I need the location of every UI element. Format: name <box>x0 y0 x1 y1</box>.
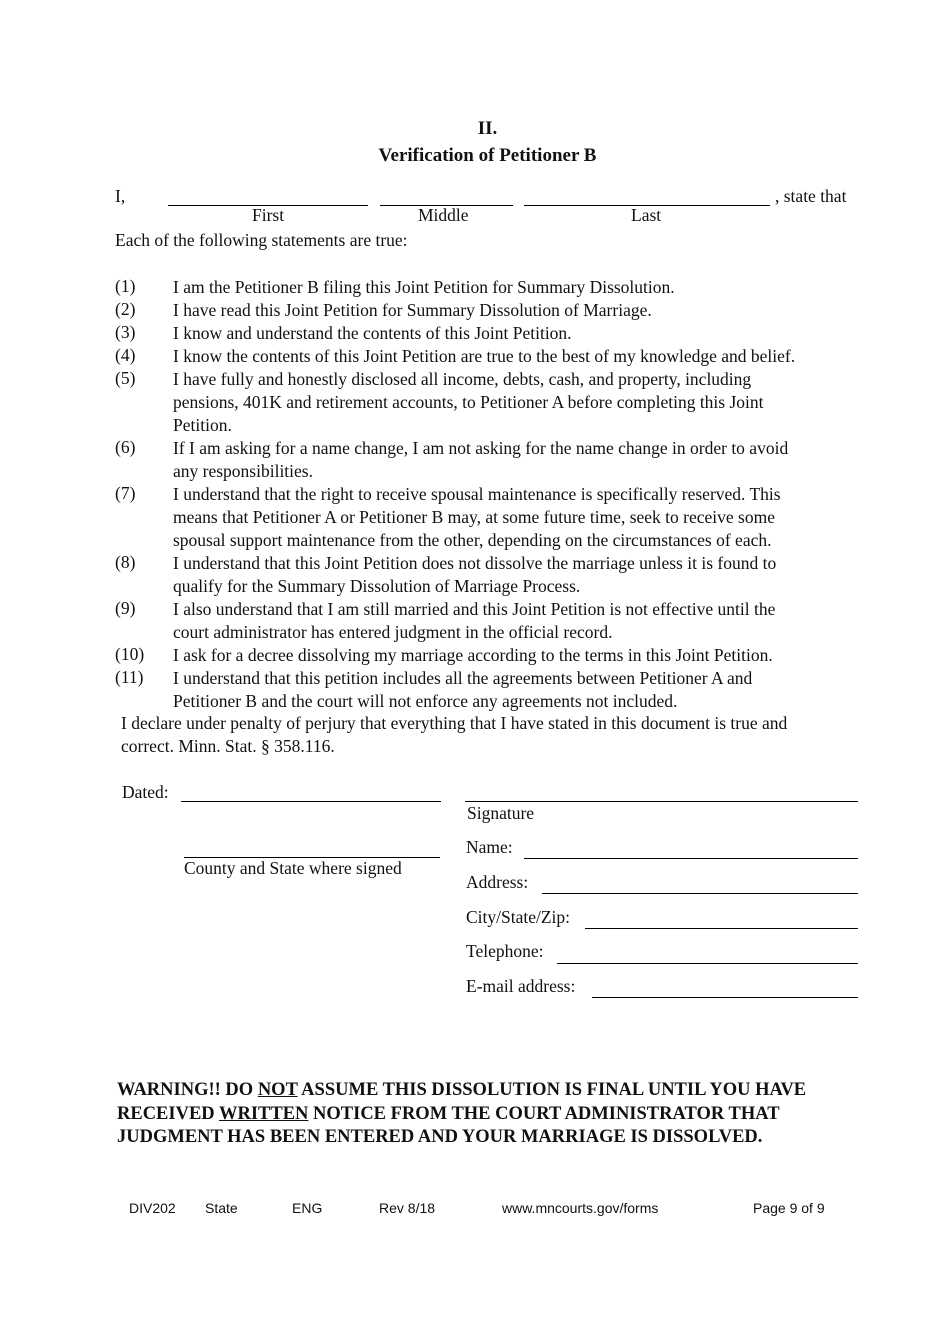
name-field[interactable] <box>524 858 858 859</box>
footer-jurisdiction: State <box>205 1200 238 1216</box>
list-item: I ask for a decree dissolving my marriage according to the terms in this Joint Petition. <box>173 645 773 665</box>
footer-page-number: Page 9 of 9 <box>753 1200 825 1216</box>
telephone-label: Telephone: <box>466 941 544 961</box>
list-item: I have fully and honestly disclosed all income, debts, cash, and property, including pensions, 401K and retirement accounts, to Petitioner A before completing this Joint Petition. <box>173 369 764 435</box>
address-label: Address: <box>466 872 529 892</box>
list-number: (2) <box>115 299 136 319</box>
list-number: (1) <box>115 276 136 296</box>
middle-name-label: Middle <box>418 205 469 225</box>
footer-form-id: DIV202 <box>129 1200 176 1216</box>
signature-field[interactable] <box>465 801 858 802</box>
list-item: I know and understand the contents of this Joint Petition. <box>173 323 572 343</box>
telephone-field[interactable] <box>557 963 858 964</box>
address-field[interactable] <box>542 893 858 894</box>
dated-label: Dated: <box>122 782 169 802</box>
email-field[interactable] <box>592 997 858 998</box>
section-number: II. <box>477 118 498 139</box>
warning-notice: WARNING!! DO NOT ASSUME THIS DISSOLUTION IS FINAL UNTIL YOU HAVE RECEIVED WRITTEN NOTICE FROM THE COURT ADMINISTRATOR THAT JUDGMENT HAS BEEN ENTERED AND YOUR MARRIAGE IS DISSOLVED. <box>117 1080 807 1147</box>
list-item: I have read this Joint Petition for Summary Dissolution of Marriage. <box>173 300 652 320</box>
name-label: Name: <box>466 837 513 857</box>
name-prefix: I, <box>115 186 126 206</box>
footer-website[interactable]: www.mncourts.gov/forms <box>502 1200 659 1216</box>
list-item: I understand that this Joint Petition does not dissolve the marriage unless it is found to qualify for the Summary Dissolution of Marriage Process. <box>173 553 777 596</box>
list-item: I also understand that I am still married and this Joint Petition is not effective until the court administrator has entered judgment in the official record. <box>173 599 776 642</box>
signature-label: Signature <box>467 803 535 823</box>
list-number: (7) <box>115 483 136 503</box>
list-number: (6) <box>115 437 136 457</box>
declaration-line-2: correct. Minn. Stat. § 358.116. <box>121 736 335 756</box>
list-item: If I am asking for a name change, I am not asking for the name change in order to avoid any responsibilities. <box>173 438 789 481</box>
county-state-label: County and State where signed <box>184 858 402 878</box>
date-field[interactable] <box>181 801 441 802</box>
list-number: (4) <box>115 345 136 365</box>
footer-revision: Rev 8/18 <box>379 1200 436 1216</box>
list-item: I understand that this petition includes all the agreements between Petitioner A and Petitioner B and the court will not enforce any agreements not included. <box>173 668 753 711</box>
last-name-label: Last <box>631 205 662 225</box>
list-number: (9) <box>115 598 136 618</box>
declaration-line-1: I declare under penalty of perjury that everything that I have stated in this document is true and <box>121 713 788 733</box>
list-number: (5) <box>115 368 136 388</box>
list-number: (3) <box>115 322 136 342</box>
city-state-zip-label: City/State/Zip: <box>466 907 571 927</box>
list-number: (8) <box>115 552 136 572</box>
list-number: (11) <box>115 667 144 687</box>
page-title: Verification of Petitioner B <box>378 145 597 166</box>
first-name-label: First <box>252 205 285 225</box>
list-number: (10) <box>115 644 145 664</box>
name-suffix: , state that <box>775 186 847 206</box>
list-item: I am the Petitioner B filing this Joint Petition for Summary Dissolution. <box>173 277 675 297</box>
list-item: I know the contents of this Joint Petition are true to the best of my knowledge and belief. <box>173 346 796 366</box>
city-state-zip-field[interactable] <box>585 928 858 929</box>
email-label: E-mail address: <box>466 976 576 996</box>
intro-text: Each of the following statements are true: <box>115 230 408 250</box>
list-item: I understand that the right to receive spousal maintenance is specifically reserved. This means that Petitioner A or Petitioner B may, at some future time, seek to receive some spousal support maintenance from the other, depending on the circumstances of each. <box>173 484 781 550</box>
footer-language: ENG <box>292 1200 323 1216</box>
